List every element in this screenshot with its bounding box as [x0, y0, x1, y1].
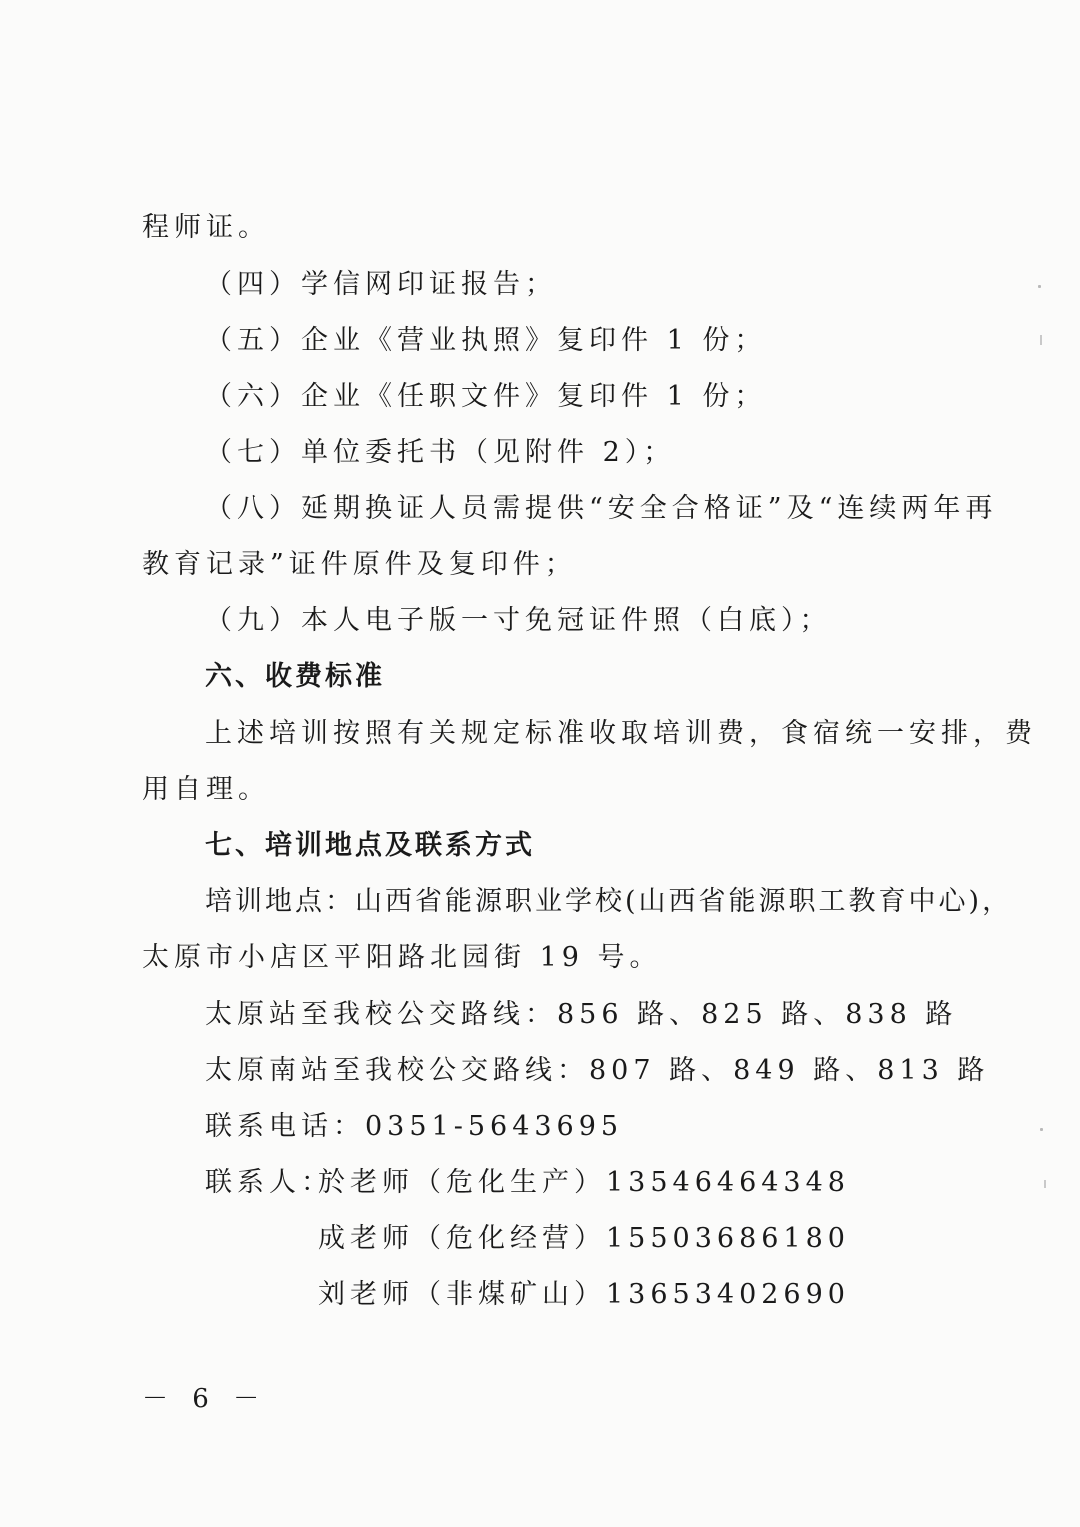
section-heading-fees: 六、收费标准 — [205, 661, 385, 692]
contact-person: 於老师（危化生产）13546464348 — [318, 1167, 850, 1198]
paragraph-line: 用自理。 — [142, 774, 270, 805]
list-item: （九）本人电子版一寸免冠证件照（白底）； — [205, 605, 832, 636]
contact-label: 联系人： — [205, 1167, 333, 1198]
contact-person: 刘老师（非煤矿山）13653402690 — [318, 1279, 850, 1310]
text-line: 程师证。 — [142, 212, 270, 243]
list-item: （四）学信网印证报告； — [205, 269, 557, 300]
section-heading-location: 七、培训地点及联系方式 — [205, 830, 535, 861]
scan-speck — [1038, 285, 1041, 288]
list-item: （七）单位委托书（见附件 2）； — [205, 437, 676, 468]
bus-route: 太原站至我校公交路线：856 路、825 路、838 路 — [205, 999, 958, 1030]
scan-speck — [1044, 1180, 1046, 1188]
paragraph-line: 上述培训按照有关规定标准收取培训费，食宿统一安排，费 — [205, 718, 1037, 749]
address-line: 太原市小店区平阳路北园街 19 号。 — [142, 942, 662, 973]
address-line: 培训地点：山西省能源职业学校(山西省能源职工教育中心)， — [205, 886, 1013, 917]
list-item: （八）延期换证人员需提供“安全合格证”及“连续两年再 — [205, 493, 998, 524]
scan-speck — [1040, 335, 1042, 345]
page-number: － 6 － — [142, 1384, 268, 1414]
scan-speck — [1040, 1128, 1043, 1131]
contact-person: 成老师（危化经营）15503686180 — [318, 1223, 850, 1254]
text-line: 教育记录”证件原件及复印件； — [142, 549, 577, 580]
bus-route: 太原南站至我校公交路线：807 路、849 路、813 路 — [205, 1055, 990, 1086]
contact-phone: 联系电话：0351-5643695 — [205, 1111, 624, 1142]
list-item: （五）企业《营业执照》复印件 1 份； — [205, 325, 767, 356]
list-item: （六）企业《任职文件》复印件 1 份； — [205, 381, 767, 412]
